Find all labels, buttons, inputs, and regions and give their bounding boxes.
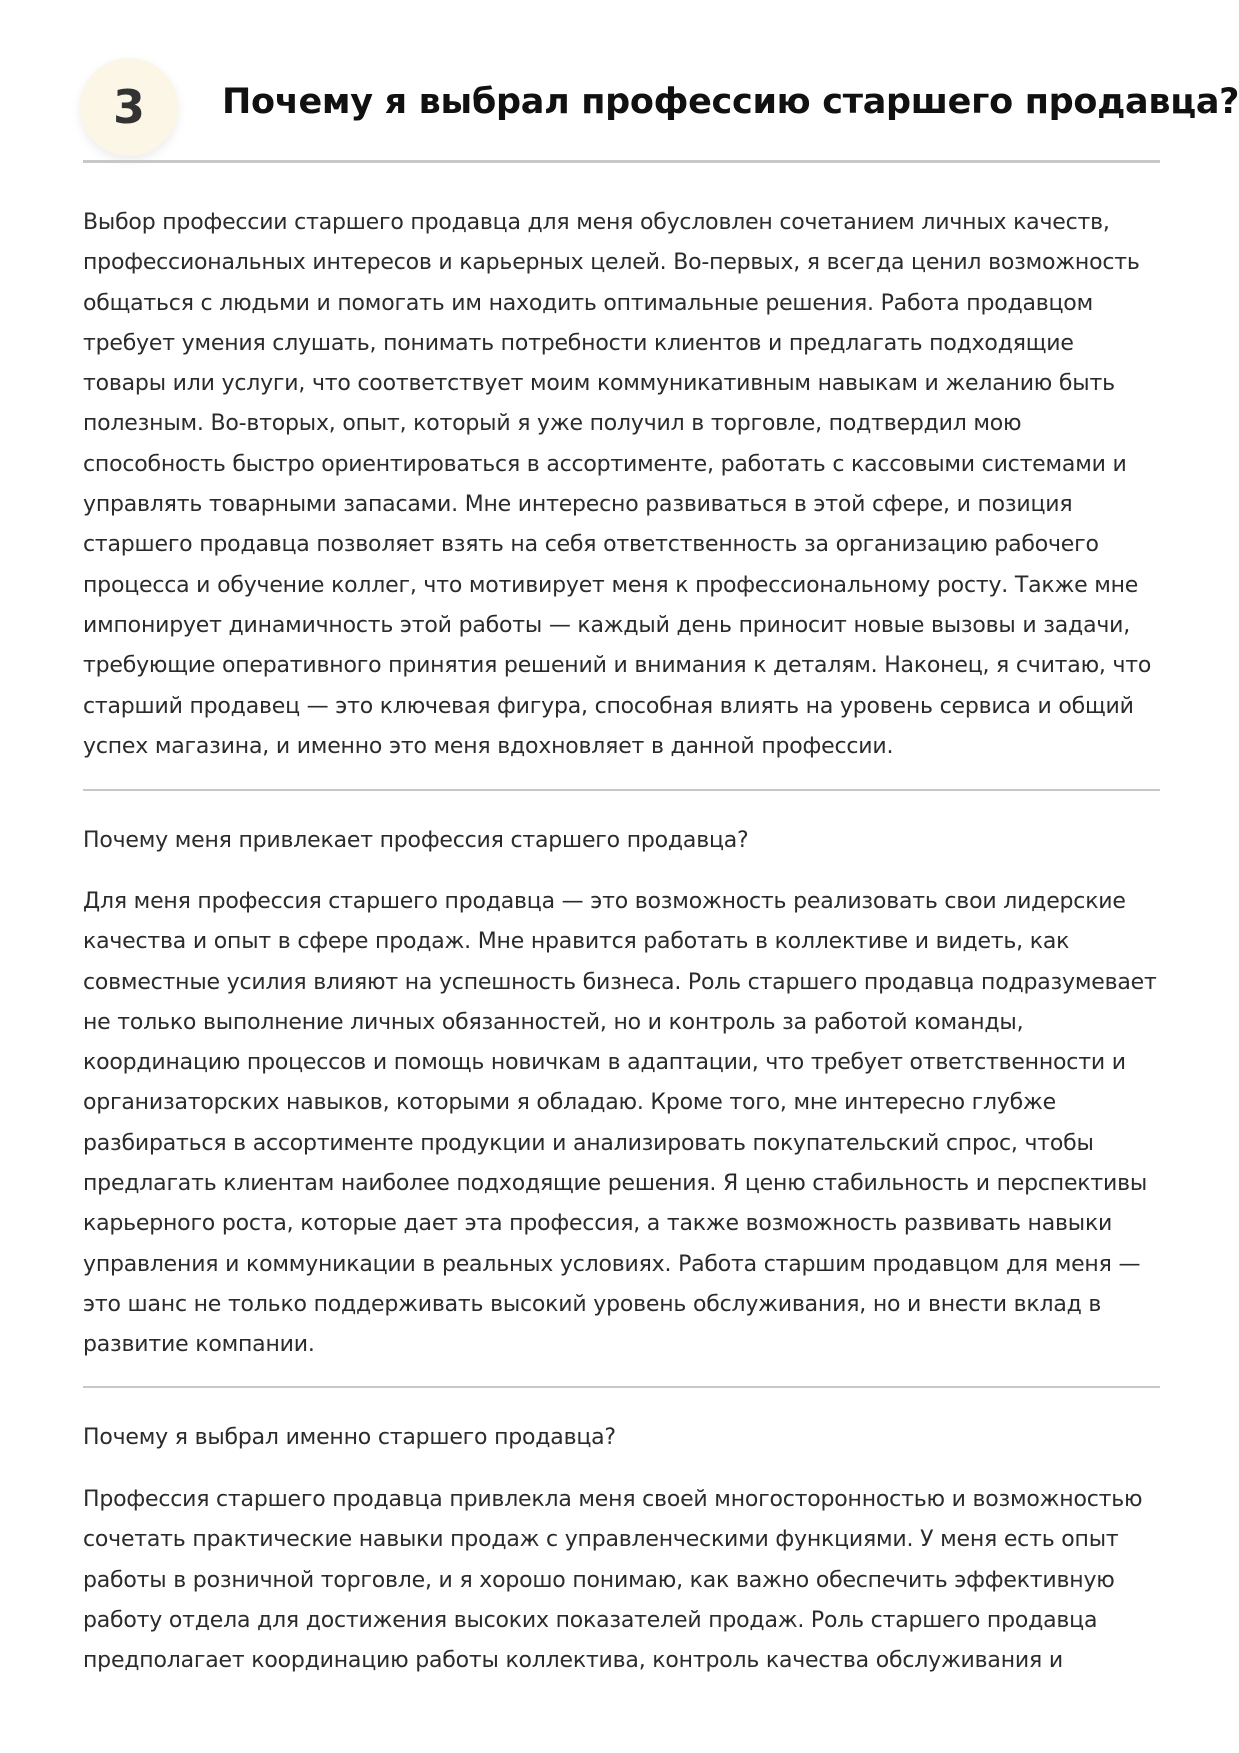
document-page [83, 0, 1239, 1674]
page-title: Почему я выбрал профессию старшего продавца? [222, 82, 1239, 122]
paragraph-3: Профессия старшего продавца привлекла меня своей многосторонностью и возможностью сочетать практические навыки продаж с управленческими функциями. У меня есть опыт работы в розничной торговле, и я хорошо понимаю, как важно обеспечить эффективную работу отдела для достижения высоких показателей продаж. Роль старшего продавца предполагает координацию работы коллектива, контроль качества обслуживания и [83, 1487, 1143, 1674]
divider [83, 160, 1160, 163]
subheading-2: Почему меня привлекает профессия старшего продавца? [83, 828, 749, 853]
subheading-3: Почему я выбрал именно старшего продавца? [83, 1425, 616, 1450]
paragraph-2: Для меня профессия старшего продавца — это возможность реализовать свои лидерские качества и опыт в сфере продаж. Мне нравится работать в коллективе и видеть, как совместные усилия влияют на успешность бизнеса. Роль старшего продавца подразумевает не только выполнение личных обязанностей, но и контроль за работой команды, координацию процессов и помощь новичкам в адаптации, что требует ответственности и организаторских навыков, которыми я обладаю. Кроме того, мне интересно глубже разбираться в ассортименте продукции и анализировать покупательский спрос, чтобы предлагать клиентам наиболее подходящие решения. Я ценю стабильность и перспективы карьерного роста, которые дает эта профессия, а также возможность развивать навыки управления и коммуникации в реальных условиях. Работа старшим продавцом для меня — это шанс не только поддерживать высокий уровень обслуживания, но и внести вклад в развитие компании. [83, 889, 1157, 1358]
divider [83, 1386, 1160, 1388]
divider [83, 789, 1160, 791]
section-number-badge: 3 [80, 58, 178, 156]
section-header [83, 0, 1239, 165]
paragraph-1: Выбор профессии старшего продавца для меня обусловлен сочетанием личных качеств, профессиональных интересов и карьерных целей. Во-первых, я всегда ценил возможность общаться с людьми и помогать им находить оптимальные решения. Работа продавцом требует умения слушать, понимать потребности клиентов и предлагать подходящие товары или услуги, что соответствует моим коммуникативным навыкам и желанию быть полезным. Во-вторых, опыт, который я уже получил в торговле, подтвердил мою способность быстро ориентироваться в ассортименте, работать с кассовыми системами и управлять товарными запасами. Мне интересно развиваться в этой сфере, и позиция старшего продавца позволяет взять на себя ответственность за организацию рабочего процесса и обучение коллег, что мотивирует меня к профессиональному росту. Также мне импонирует динамичность этой работы — каждый день приносит новые вызовы и задачи, требующие оперативного принятия решений и внимания к деталям. Наконец, я считаю, что старший продавец — это ключевая фигура, способная влиять на уровень сервиса и общий успех магазина, и именно это меня вдохновляет в данной профессии. [83, 210, 1152, 759]
